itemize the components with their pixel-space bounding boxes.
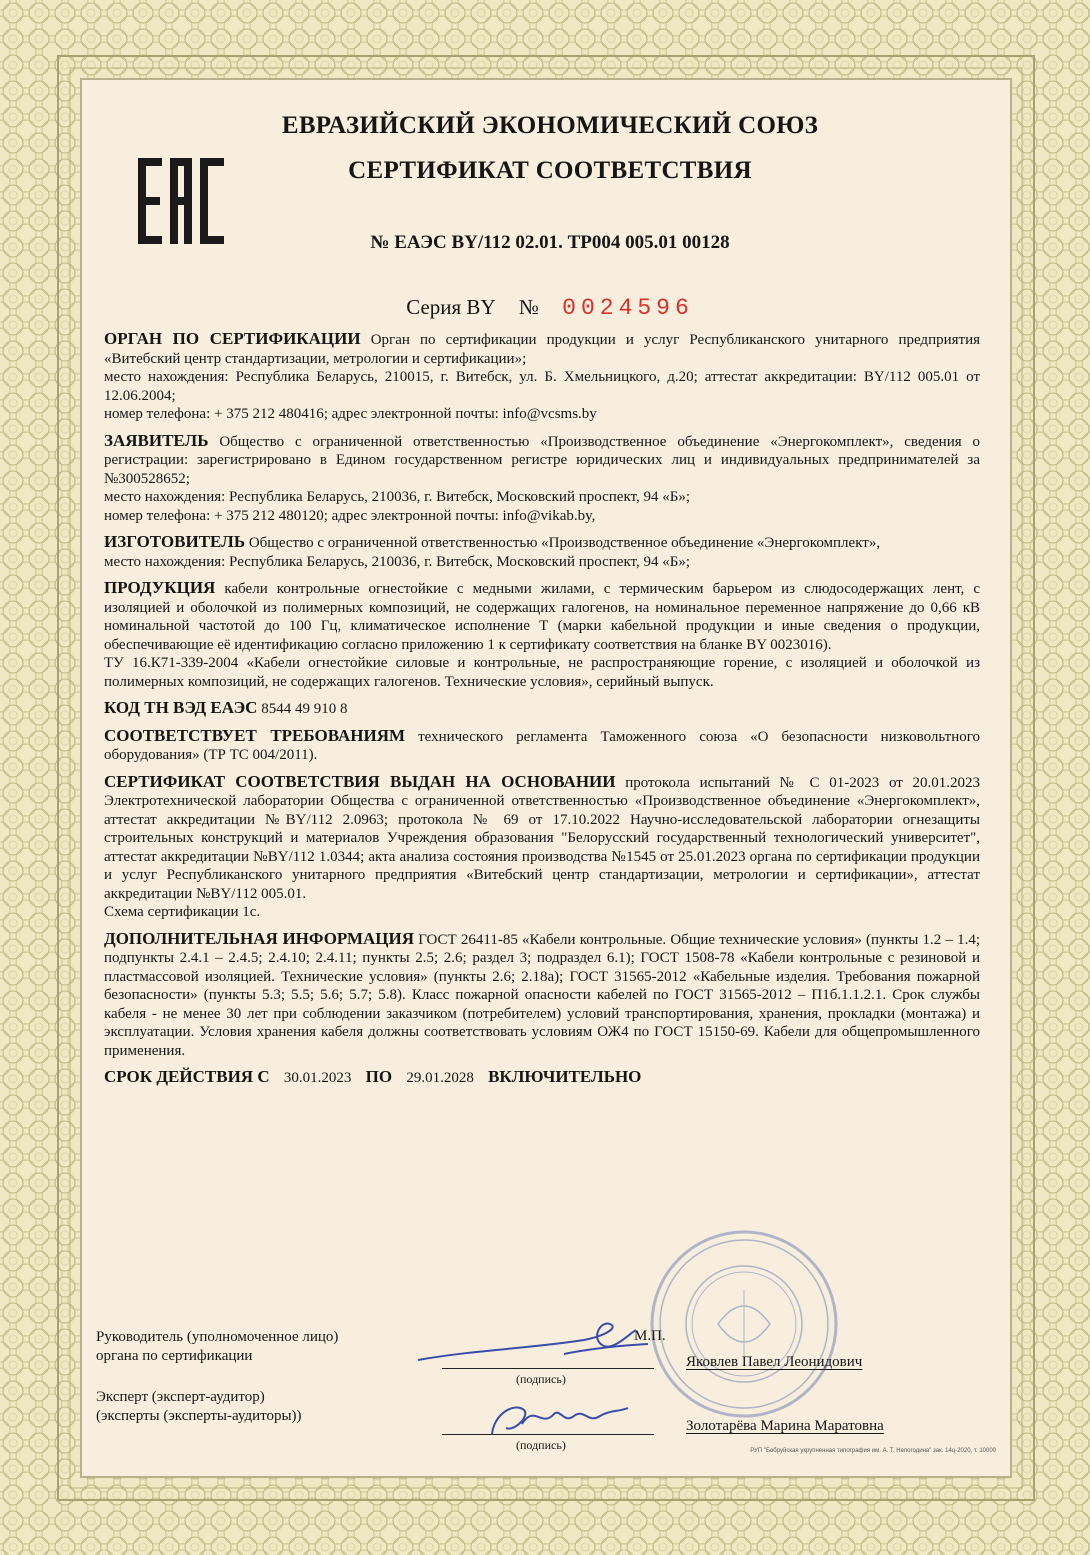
- certification-scheme: Схема сертификации 1с.: [104, 904, 261, 920]
- section-product: [104, 579, 980, 691]
- expert-role-line2: (эксперты (эксперты-аудиторы)): [96, 1408, 302, 1424]
- validity-suffix: ВКЛЮЧИТЕЛЬНО: [488, 1067, 642, 1086]
- section-certification-body: [104, 330, 980, 424]
- section-text: технического регламента Таможенного союза «О безопасности низковольтного оборудования» (ТР ТС 004/2011).: [104, 728, 981, 763]
- section-phone: номер телефона: + 375 212 480120; адрес электронной почты: info@vikab.by,: [104, 507, 596, 524]
- section-text: Орган по сертификации продукции и услуг Республиканского унитарного предприятия «Витебский центр стандартизации, метрологии и сертификации»;: [104, 332, 980, 367]
- section-address: место нахождения: Республика Беларусь, 210036, г. Витебск, Московский проспект, 94 «Б»;: [104, 489, 691, 505]
- section-text: Общество с ограниченной ответственностью «Производственное объединение «Энергокомплект»,: [248, 535, 881, 551]
- number-sign: №: [518, 295, 539, 319]
- serial-number: 0024596: [562, 295, 694, 321]
- validity-to-date: 29.01.2028: [406, 1070, 474, 1086]
- validity-from-label: СРОК ДЕЙСТВИЯ С: [104, 1067, 270, 1086]
- section-heading: ДОПОЛНИТЕЛЬНАЯ ИНФОРМАЦИЯ: [104, 928, 415, 948]
- section-address: место нахождения: Республика Беларусь, 210036, г. Витебск, Московский проспект, 94 «Б»;: [104, 553, 691, 570]
- section-phone: номер телефона: + 375 212 480416; адрес электронной почты: info@vcsms.by: [104, 406, 597, 422]
- section-heading: ПРОДУКЦИЯ: [104, 578, 216, 597]
- expert-role-line1: Эксперт (эксперт-аудитор): [96, 1389, 265, 1405]
- section-heading: ИЗГОТОВИТЕЛЬ: [104, 532, 246, 551]
- certificate-number: № ЕАЭС BY/112 02.01. ТР004 005.01 00128: [370, 232, 730, 253]
- expert-role: [96, 1388, 302, 1426]
- validity-line: [104, 1068, 980, 1088]
- series-label: Серия BY: [406, 295, 496, 319]
- head-name: Яковлев Павел Леонидович: [686, 1354, 863, 1370]
- validity-from-date: 30.01.2023: [283, 1070, 352, 1086]
- head-role-line1: Руководитель (уполномоченное лицо): [96, 1329, 339, 1345]
- printer-note: РУП "Бобруйская укрупненная типография им. А. Т. Непогодина" зак. 14ц-2020, т. 10000: [750, 1448, 996, 1454]
- head-role-line2: органа по сертификации: [96, 1348, 253, 1364]
- series-line: [200, 295, 900, 321]
- section-additional: [104, 930, 980, 1061]
- section-heading: КОД ТН ВЭД ЕАЭС: [104, 698, 258, 717]
- union-title: ЕВРАЗИЙСКИЙ ЭКОНОМИЧЕСКИЙ СОЮЗ: [281, 112, 819, 139]
- section-text: протокола испытаний № С 01-2023 от 20.01.2023 Электротехнической лаборатории Общества с ограниченной ответственностью «Производственное объединение «Энергокомплект», аттестат аккредитации №BY/112 2.0963; протокола № 69 от 17.10.2022 Научно-исследовательской лаборатории огнезащиты строительных конструкций и материалов Учреждения образования "Белорусский государственный технологический университет", аттестат аккредитации №BY/112 1.0344; акта анализа состояния производства №1545 от 25.01.2023 органа по сертификации продукции и услуг Республиканского унитарного предприятия «Витебский центр стандартизации, метрологии и сертификации», аттестат аккредитации №BY/112 005.01.: [104, 774, 981, 902]
- section-text: кабели контрольные огнестойкие с медными жилами, с термическим барьером из слюдосодержащих лент, с изоляцией и оболочкой из полимерных композиций, не содержащих галогенов, на номинальное переменное напряжение до 0,66 кВ номинальной частотой до 100 Гц, климатическое исполнение Т (марки кабельной продукции и иные сведения о продукции, обеспечивающие её идентификацию согласно приложению 1 к сертификату соответствия на бланке BY 0023016).: [104, 581, 981, 653]
- validity-to-label: ПО: [365, 1067, 393, 1086]
- product-tu: ТУ 16.К71-339-2004 «Кабели огнестойкие силовые и контрольные, не распространяющие горение, с изоляцией и оболочкой из полимерных композиций, не содержащих галогенов. Технические условия», серийный выпуск.: [104, 655, 980, 690]
- section-basis: [104, 773, 980, 922]
- head-signature-caption: (подпись): [516, 1372, 566, 1386]
- section-heading: СООТВЕТСТВУЕТ ТРЕБОВАНИЯМ: [104, 725, 406, 745]
- head-role: [96, 1328, 338, 1366]
- expert-signature: [484, 1394, 634, 1444]
- expert-signature-caption: (подпись): [516, 1438, 566, 1452]
- document-type-title: СЕРТИФИКАТ СООТВЕТСТВИЯ: [348, 157, 752, 184]
- section-manufacturer: [104, 533, 980, 571]
- section-text: Общество с ограниченной ответственностью «Производственное объединение «Энергокомплект», сведения о регистрации: зарегистрировано в Едином государственном регистре юридических лиц и индивидуальных предпринимателей за №300528652;: [104, 433, 981, 487]
- section-heading: СЕРТИФИКАТ СООТВЕТСТВИЯ ВЫДАН НА ОСНОВАНИИ: [104, 771, 616, 791]
- code-value: 8544 49 910 8: [261, 701, 348, 717]
- section-text: ГОСТ 26411-85 «Кабели контрольные. Общие технические условия» (пункты 1.2 – 1.4; подпункты 2.4.1 – 2.4.5; 2.4.10; 2.4.11; пункты 2.5; 2.6; раздел 3; подраздел 6.1); ГОСТ 1508-78 «Кабели контрольные с резиновой и пластмассовой изоляцией. Технические условия» (пункты 2.6; 2.18а); ГОСТ 31565-2012 «Кабельные изделия. Требования пожарной безопасности» (пункты 5.3; 5.5; 5.6; 5.7; 5.8). Класс пожарной опасности кабелей по ГОСТ 31565-2012 – П1б.1.1.2.1. Срок службы кабеля - не менее 30 лет при соблюдении заказчиком (потребителем) условий транспортирования, хранения, прокладки (монтажа) и эксплуатации. Условия хранения кабеля должны соответствовать условиям ОЖ4 по ГОСТ 15150-69. Кабели для общепромышленного применения.: [104, 931, 980, 1059]
- certificate-content: [104, 330, 980, 1088]
- section-code: [104, 699, 980, 719]
- section-heading: ОРГАН ПО СЕРТИФИКАЦИИ: [104, 329, 361, 348]
- signature-block: [96, 1328, 976, 1458]
- head-signature: [414, 1320, 654, 1370]
- stamp-place-label: М.П.: [634, 1328, 666, 1344]
- expert-name: Золотарёва Марина Маратовна: [686, 1418, 884, 1434]
- section-conforms: [104, 727, 980, 765]
- section-heading: ЗАЯВИТЕЛЬ: [104, 430, 209, 450]
- section-address: место нахождения: Республика Беларусь, 210015, г. Витебск, ул. Б. Хмельницкого, д.20; аттестат аккредитации: BY/112 005.01 от 12.06.2004;: [104, 369, 980, 404]
- section-applicant: [104, 432, 980, 526]
